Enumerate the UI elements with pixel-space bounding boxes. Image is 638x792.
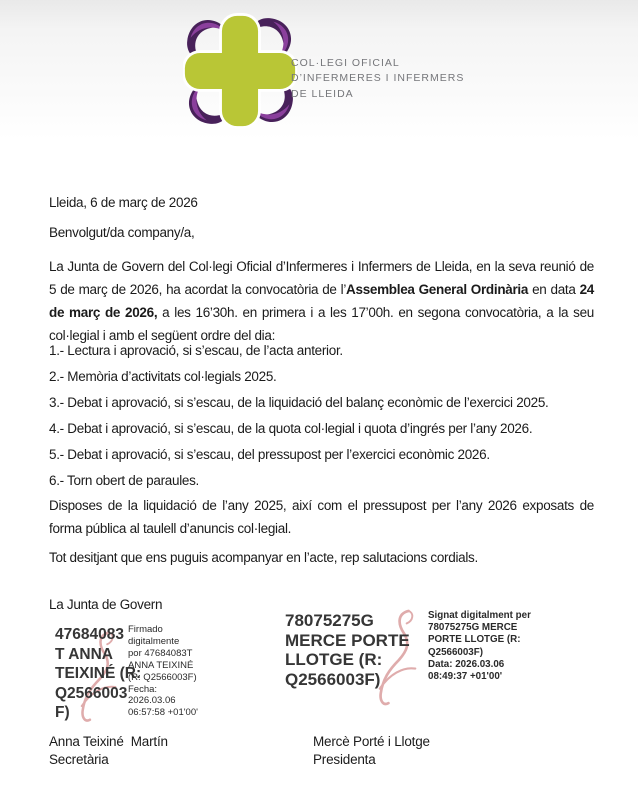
stamp-line: TEIXINÉ (R: xyxy=(55,665,142,682)
salutation: Benvolgut/da company/a, xyxy=(49,225,195,240)
signer-right xyxy=(313,733,430,769)
signer-name: Anna Teixiné Martín xyxy=(49,734,168,749)
details-line: ANNA TEIXINÉ xyxy=(128,659,194,671)
signoff: La Junta de Govern xyxy=(49,597,163,612)
details-line: Fecha: xyxy=(128,683,158,695)
details-line: digitalmente xyxy=(128,635,180,647)
details-line: 2026.03.06 xyxy=(128,695,176,707)
agenda-list xyxy=(49,338,594,494)
details-line: Signat digitalment per xyxy=(428,610,531,621)
intro-paragraph xyxy=(49,255,594,347)
agenda-item: 4.- Debat i aprovació, si s’escau, de la quota col·legial i quota d’ingrés per l’any 2026. xyxy=(49,421,533,436)
details-line: PORTE LLOTGE (R: xyxy=(428,634,521,646)
college-name-line: COL·LEGI OFICIAL xyxy=(291,57,400,69)
place-date: Lleida, 6 de març de 2026 xyxy=(49,195,198,210)
intro-text: a les 16’30h. en primera i a les 17’00h. en segona convocatòria, a la seu col·legial i amb el següent ordre del dia: xyxy=(49,305,594,343)
farewell-paragraph: Tot desitjant que ens puguis acompanyar en l’acte, rep salutacions cordials. xyxy=(49,550,478,565)
signature-details-right xyxy=(428,610,531,683)
stamp-line: F) xyxy=(55,704,70,721)
college-name-line: DE LLEIDA xyxy=(291,87,354,100)
signer-left xyxy=(49,733,168,769)
details-line: por 47684083T xyxy=(128,647,193,659)
signature-details-left xyxy=(128,624,198,719)
intro-bold-assemblea: Assemblea General Ordinària xyxy=(346,282,529,297)
stamp-line: MERCE PORTE xyxy=(285,630,410,650)
details-line: Q2566003F) xyxy=(428,646,484,658)
signer-role: Secretària xyxy=(49,752,109,767)
signer-name: Mercè Porté i Llotge xyxy=(313,734,430,749)
details-line: 08:49:37 +01'00' xyxy=(428,671,503,683)
agenda-item: 3.- Debat i aprovació, si s’escau, de la liquidació del balanç econòmic de l’exercici 2025. xyxy=(49,395,549,410)
agenda-item: 1.- Lectura i aprovació, si s’escau, de l’acta anterior. xyxy=(49,343,343,358)
stamp-line: LLOTGE (R: xyxy=(285,650,383,669)
college-name-line: D’INFERMERES I INFERMERS xyxy=(291,72,465,85)
intro-text: en data xyxy=(528,282,580,297)
agenda-item: 6.- Torn obert de paraules. xyxy=(49,473,199,488)
details-line: Data: 2026.03.06 xyxy=(428,658,505,670)
agenda-item: 5.- Debat i aprovació, si s’escau, del pressupost per l’exercici econòmic 2026. xyxy=(49,447,490,462)
stamp-line: 78075275G xyxy=(285,611,374,630)
details-line: 78075275G MERCE xyxy=(428,622,518,634)
stamp-line: 47684083 xyxy=(55,626,124,643)
intro-bold-date: 24 de març de 2026, xyxy=(49,282,594,320)
stamp-line: Q2566003F) xyxy=(285,669,381,689)
college-logo-cross-icon xyxy=(183,12,297,130)
signature-stamp-right xyxy=(285,611,410,689)
details-line: (R: Q2566003F) xyxy=(128,671,197,683)
intro-text: La Junta de Govern del Col·legi Oficial d’Infermeres i Infermers de Lleida, en la seva reunió de 5 de març de 2026, ha acordat la convocatòria de l’ xyxy=(49,259,594,297)
details-line: Firmado xyxy=(128,624,163,635)
stamp-line: Q2566003 xyxy=(55,684,128,702)
notice-paragraph: Disposes de la liquidació de l’any 2025, així com el pressupost per l’any 2026 exposats de forma pública al taulell d’anuncis col·legial. xyxy=(49,498,594,536)
signer-role: Presidenta xyxy=(313,752,376,767)
agenda-item: 2.- Memòria d’activitats col·legials 2025. xyxy=(49,369,277,384)
stamp-line: T ANNA xyxy=(55,645,113,663)
details-line: 06:57:58 +01'00' xyxy=(128,707,198,719)
college-name xyxy=(291,56,464,102)
